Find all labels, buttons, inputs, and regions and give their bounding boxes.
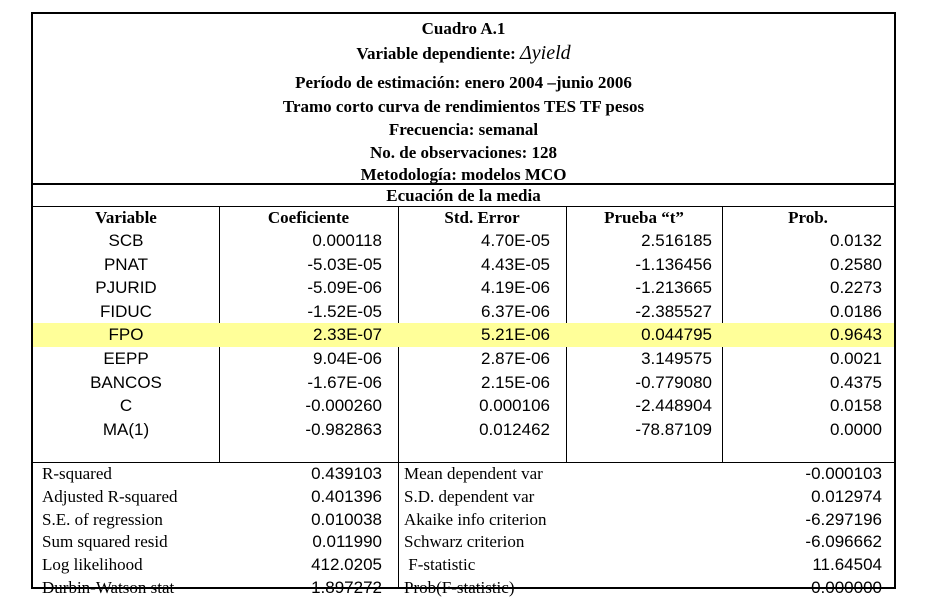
statistic-label: Sum squared resid [42, 532, 168, 552]
table-row [33, 253, 894, 277]
statistic-value: -6.297196 [805, 509, 882, 529]
coefficient-cell: -0.000260 [305, 396, 382, 416]
table-row [33, 229, 894, 253]
column-header-prob: Prob. [788, 208, 828, 227]
dependent-variable-name: Δyield [520, 42, 571, 64]
t-statistic-cell: -1.136456 [635, 254, 712, 274]
table-header [31, 12, 896, 185]
summary-statistics [31, 462, 896, 597]
statistic-value: 1.897272 [311, 578, 382, 597]
equation-heading: Ecuación de la media [31, 183, 896, 207]
column-header-coefficient: Coeficiente [267, 208, 350, 227]
t-statistic-cell: 0.044795 [641, 325, 712, 345]
table-row [33, 323, 894, 347]
statistic-value: -0.000103 [805, 464, 882, 483]
curve-segment: Tramo corto curva de rendimientos TES TF pesos [282, 97, 645, 116]
dependent-variable-line [33, 42, 894, 65]
statistic-label: F-statistic [404, 555, 476, 575]
prob-cell: 0.9643 [830, 325, 882, 345]
statistic-label: S.D. dependent var [404, 486, 535, 506]
statistic-value: 0.439103 [311, 464, 382, 483]
prob-cell: 0.2273 [830, 278, 882, 298]
table-row [33, 300, 894, 324]
column-header-variable: Variable [95, 208, 157, 227]
statistic-value: 0.011990 [312, 532, 382, 552]
table-row [33, 394, 894, 418]
variable-cell: BANCOS [90, 372, 162, 392]
regression-table [31, 12, 896, 597]
statistic-value: 0.000000 [811, 578, 882, 597]
variable-cell: FIDUC [100, 301, 152, 321]
std-error-cell: 0.012462 [479, 419, 550, 439]
table-title: Cuadro A.1 [421, 19, 506, 38]
statistic-label: Mean dependent var [404, 464, 543, 483]
prob-cell: 0.0158 [830, 396, 882, 416]
std-error-cell: 4.19E-06 [481, 278, 550, 298]
prob-cell: 0.2580 [830, 254, 882, 274]
statistic-label: Prob(F-statistic) [404, 578, 515, 597]
coefficient-cell: 9.04E-06 [313, 349, 382, 368]
statistic-row [33, 531, 894, 554]
coefficient-cell: 2.33E-07 [313, 325, 382, 345]
coefficient-cell: -5.09E-06 [307, 278, 382, 298]
prob-cell: 0.0021 [830, 349, 882, 368]
observations: No. de observaciones: 128 [370, 143, 557, 162]
t-statistic-cell: -1.213665 [635, 278, 712, 298]
statistic-row [33, 486, 894, 509]
std-error-cell: 4.43E-05 [481, 254, 550, 274]
statistic-label: Akaike info criterion [404, 509, 547, 529]
column-header-t-test: Prueba “t” [604, 208, 684, 227]
frequency: Frecuencia: semanal [388, 120, 539, 139]
variable-cell: PNAT [103, 254, 149, 274]
statistic-value: 0.010038 [311, 509, 382, 529]
statistic-value: 0.401396 [311, 486, 382, 506]
statistic-row [33, 554, 894, 577]
statistic-value: 0.012974 [811, 486, 882, 506]
coefficients-grid [31, 207, 896, 462]
statistic-label: S.E. of regression [42, 509, 163, 529]
statistic-label: Durbin-Watson stat [42, 578, 175, 597]
t-statistic-cell: -2.385527 [635, 301, 712, 321]
coefficient-cell: -1.67E-06 [307, 372, 382, 392]
column-header-std-error: Std. Error [444, 208, 520, 227]
std-error-cell: 2.15E-06 [481, 372, 550, 392]
t-statistic-cell: 2.516185 [641, 231, 712, 250]
variable-cell: MA(1) [102, 419, 150, 439]
table-row [33, 418, 894, 442]
variable-cell: SCB [108, 231, 144, 250]
statistic-label: Log likelihood [42, 555, 143, 575]
prob-cell: 0.0000 [830, 419, 882, 439]
estimation-period: Período de estimación: enero 2004 –junio 2006 [295, 73, 632, 92]
prob-cell: 0.0186 [830, 301, 882, 321]
statistic-label: R-squared [42, 464, 112, 483]
statistic-row [33, 577, 894, 600]
variable-cell: C [119, 396, 133, 416]
statistic-row [33, 463, 894, 486]
std-error-cell: 6.37E-06 [481, 301, 550, 321]
t-statistic-cell: -0.779080 [635, 372, 712, 392]
variable-cell: PJURID [95, 278, 157, 298]
dependent-variable-label: Variable dependiente: [356, 44, 516, 63]
coefficient-cell: 0.000118 [312, 231, 382, 250]
std-error-cell: 5.21E-06 [481, 325, 550, 345]
t-statistic-cell: -2.448904 [635, 396, 712, 416]
statistic-label: Schwarz criterion [404, 532, 525, 552]
std-error-cell: 4.70E-05 [481, 231, 550, 250]
statistic-value: -6.096662 [805, 532, 882, 552]
statistic-label: Adjusted R-squared [42, 486, 178, 506]
table-row [33, 347, 894, 371]
t-statistic-cell: -78.87109 [635, 419, 712, 439]
statistic-value: 412.0205 [311, 555, 382, 575]
statistic-row [33, 509, 894, 532]
variable-cell: FPO [108, 325, 144, 345]
prob-cell: 0.0132 [830, 231, 882, 250]
coefficient-cell: -5.03E-05 [307, 254, 382, 274]
std-error-cell: 0.000106 [479, 396, 550, 416]
variable-cell: EEPP [103, 349, 149, 368]
methodology: Metodología: modelos MCO [360, 165, 567, 184]
prob-cell: 0.4375 [830, 372, 882, 392]
std-error-cell: 2.87E-06 [481, 349, 550, 368]
t-statistic-cell: 3.149575 [641, 349, 712, 368]
table-row [33, 371, 894, 395]
coefficient-cell: -1.52E-05 [307, 301, 382, 321]
table-row [33, 276, 894, 300]
statistic-value: 11.64504 [812, 555, 882, 575]
coefficient-cell: -0.982863 [305, 419, 382, 439]
